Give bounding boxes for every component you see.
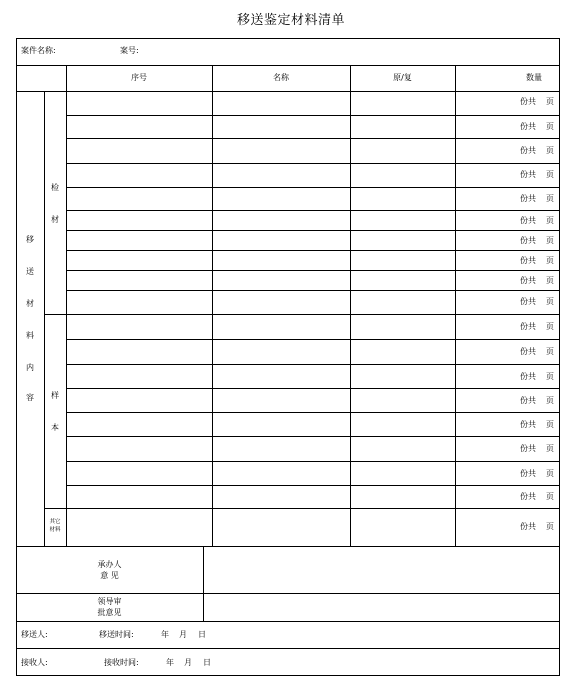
qty-fen-label: 份共 (520, 122, 536, 131)
qty-ye-label: 页 (546, 372, 554, 381)
qty-fen-label: 份共 (520, 297, 536, 306)
qty-ye-label: 页 (546, 396, 554, 405)
header-original-copy: 原/复 (393, 73, 412, 82)
qty-ye-label: 页 (546, 146, 554, 155)
material-list-form (16, 38, 560, 676)
qty-ye-label: 页 (546, 444, 554, 453)
leader-opinion-line2: 批意见 (97, 608, 122, 617)
qty-fen-label: 份共 (520, 396, 536, 405)
qty-fen-label: 份共 (520, 276, 536, 285)
qty-ye-label: 页 (546, 522, 554, 531)
send-time-label: 移送时间: (99, 630, 134, 639)
receive-day: 日 (203, 658, 211, 667)
send-year: 年 (161, 630, 169, 639)
group-label-jiancai-char: 检 (51, 183, 59, 192)
receive-month: 月 (184, 658, 192, 667)
header-quantity: 数量 (526, 73, 542, 82)
qty-ye-label: 页 (546, 347, 554, 356)
left-label-char: 材 (26, 299, 34, 308)
case-name-label: 案件名称: (21, 46, 56, 55)
left-label-char: 移 (26, 235, 34, 244)
group-label-other-line: 材料 (49, 527, 61, 533)
qty-fen-label: 份共 (520, 194, 536, 203)
qty-fen-label: 份共 (520, 146, 536, 155)
qty-ye-label: 页 (546, 492, 554, 501)
leader-opinion-line1: 领导审 (97, 597, 122, 606)
group-label-yangben-char: 样 (51, 391, 59, 400)
qty-fen-label: 份共 (520, 236, 536, 245)
qty-fen-label: 份共 (520, 522, 536, 531)
document-title: 移送鉴定材料清单 (236, 13, 345, 28)
left-label-char: 内 (26, 363, 34, 372)
qty-ye-label: 页 (546, 322, 554, 331)
group-label-jiancai-char: 材 (51, 215, 59, 224)
receiver-label: 接收人: (21, 658, 48, 667)
left-label-char: 容 (26, 393, 34, 402)
qty-ye-label: 页 (546, 97, 554, 106)
qty-ye-label: 页 (546, 297, 554, 306)
qty-fen-label: 份共 (520, 97, 536, 106)
header-seq: 序号 (131, 73, 147, 82)
qty-ye-label: 页 (546, 170, 554, 179)
send-month: 月 (179, 630, 187, 639)
qty-ye-label: 页 (546, 469, 554, 478)
group-label-yangben-char: 本 (51, 423, 59, 432)
qty-fen-label: 份共 (520, 444, 536, 453)
qty-ye-label: 页 (546, 420, 554, 429)
qty-ye-label: 页 (546, 256, 554, 265)
qty-fen-label: 份共 (520, 256, 536, 265)
qty-fen-label: 份共 (520, 372, 536, 381)
group-label-other-line: 其它 (49, 519, 61, 525)
qty-fen-label: 份共 (520, 170, 536, 179)
qty-fen-label: 份共 (520, 420, 536, 429)
left-label-char: 送 (26, 267, 34, 276)
form-grid-lines (16, 38, 560, 678)
qty-fen-label: 份共 (520, 216, 536, 225)
send-day: 日 (198, 630, 206, 639)
qty-fen-label: 份共 (520, 469, 536, 478)
header-name: 名称 (273, 73, 289, 82)
qty-ye-label: 页 (546, 236, 554, 245)
qty-ye-label: 页 (546, 276, 554, 285)
qty-ye-label: 页 (546, 216, 554, 225)
qty-fen-label: 份共 (520, 322, 536, 331)
left-label-char: 料 (26, 331, 34, 340)
qty-ye-label: 页 (546, 122, 554, 131)
qty-ye-label: 页 (546, 194, 554, 203)
handler-opinion-line1: 承办人 (97, 560, 122, 569)
case-number-label: 案号: (120, 46, 139, 55)
receive-time-label: 接收时间: (104, 658, 139, 667)
receive-year: 年 (166, 658, 174, 667)
sender-label: 移送人: (21, 630, 48, 639)
qty-fen-label: 份共 (520, 492, 536, 501)
handler-opinion-line2: 意 见 (100, 571, 119, 580)
qty-fen-label: 份共 (520, 347, 536, 356)
